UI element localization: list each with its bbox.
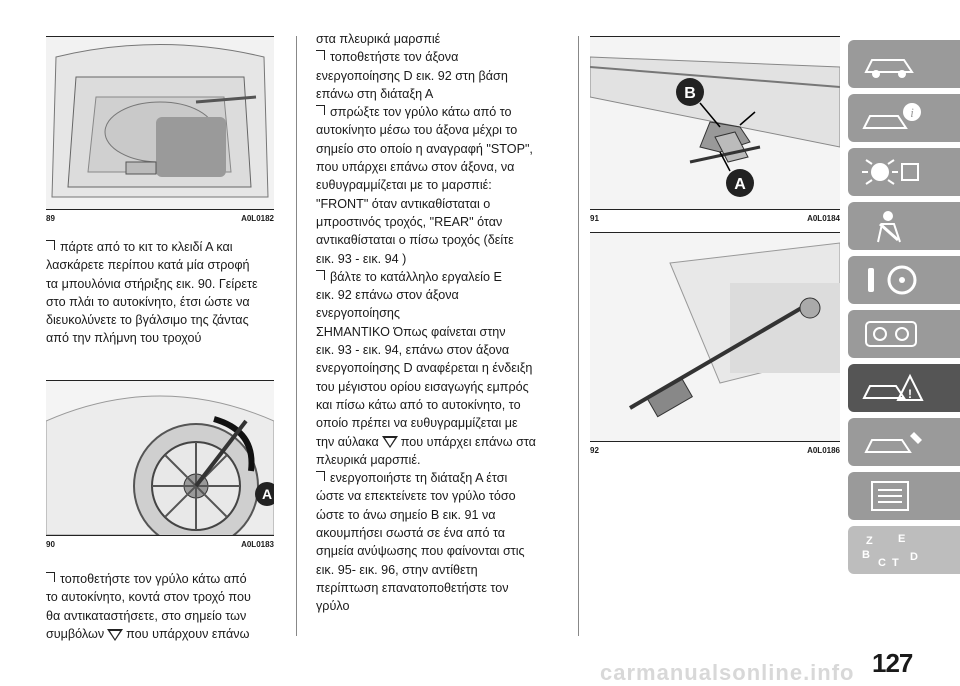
alphabetical-index-icon xyxy=(858,532,928,568)
figure-91-jack xyxy=(590,36,840,210)
jack-rod-illustration xyxy=(590,233,840,441)
svg-text:Z: Z xyxy=(866,535,873,547)
figure-92-caption xyxy=(590,446,840,455)
svg-text:!: ! xyxy=(908,387,912,401)
figure-number: 91 xyxy=(590,214,599,223)
bullet-icon xyxy=(46,240,55,250)
figure-number: 92 xyxy=(590,446,599,455)
svg-text:T: T xyxy=(892,557,899,568)
svg-text:B: B xyxy=(862,549,870,561)
tab-index[interactable] xyxy=(848,526,960,574)
lights-icon xyxy=(858,154,928,190)
figure-number: 89 xyxy=(46,214,55,223)
seatbelt-icon xyxy=(858,208,928,244)
car-icon xyxy=(858,46,928,82)
svg-text:D: D xyxy=(910,551,918,563)
svg-text:E: E xyxy=(898,533,906,545)
figure-90-caption xyxy=(46,540,274,549)
tab-lights[interactable] xyxy=(848,148,960,196)
groove-symbol-icon xyxy=(382,436,398,448)
tab-car-info[interactable] xyxy=(848,94,960,142)
figure-code: A0L0186 xyxy=(807,446,840,455)
svg-text:i: i xyxy=(910,105,914,120)
tab-emergency[interactable] xyxy=(848,364,960,412)
jack-illustration xyxy=(590,37,840,209)
figure-90-wheel xyxy=(46,380,274,536)
figure-89-trunk xyxy=(46,36,274,210)
column-divider xyxy=(296,36,297,636)
watermark-url: carmanualsonline.info xyxy=(600,660,855,685)
car-info-icon xyxy=(858,100,928,136)
col1-paragraph-2: τοποθετήστε τον γρύλο κάτω από το αυτοκίνητο, κοντά στον τροχό που θα αντικαταστήσετε, στο σημείο των συμβόλων που υπάρχουν επάνω xyxy=(46,572,251,641)
tab-safety[interactable] xyxy=(848,202,960,250)
page-number: 127 xyxy=(872,648,913,678)
figure-91-label-b: B xyxy=(684,85,696,102)
figure-number: 90 xyxy=(46,540,55,549)
figure-90-label-a: A xyxy=(261,486,273,502)
bullet-icon xyxy=(46,572,55,582)
dashboard-icon xyxy=(858,316,928,352)
tab-car-overview[interactable] xyxy=(848,40,960,88)
svg-text:C: C xyxy=(878,557,886,568)
figure-89-caption xyxy=(46,214,274,223)
car-maintenance-icon xyxy=(858,424,928,460)
figure-code: A0L0184 xyxy=(807,214,840,223)
trunk-illustration xyxy=(46,37,274,209)
tab-starting-driving[interactable] xyxy=(848,256,960,304)
figure-91-caption xyxy=(590,214,840,223)
tab-technical-data[interactable] xyxy=(848,472,960,520)
figure-92-jack-rod xyxy=(590,232,840,442)
emergency-warning-icon xyxy=(858,370,928,406)
figure-91-label-a: A xyxy=(734,176,746,193)
bullet-icon xyxy=(316,50,325,60)
figure-code: A0L0182 xyxy=(241,214,274,223)
wheel-illustration xyxy=(46,381,274,535)
col2-text: στα πλευρικά μαρσπιέ τοποθετήστε τον άξονα ενεργοποίησης D εικ. 92 στη βάση επάνω στη διάταξη Α σπρώξτε τον γρύλο κάτω από το αυτοκίνητο μέσω του άξονα μέχρι το σημείο στο οποίο η αναγραφή "STOP", που υπάρχει επάνω στον άξονα, να ευθυγραμμίζεται με το μαρσπιέ: "FRONT" όταν αντικαθίσταται ο μπροστινός τροχός, "REAR" όταν αντικαθίσταται ο πίσω τροχός (δείτε εικ. 93 - εικ. 94 ) βάλτε το κατάλληλο εργαλείο Ε εικ. 92 επάνω στον άξονα ενεργοποίησης ΣΗΜΑΝΤΙΚΟ Όπως φαίνεται στην εικ. 93 - εικ. 94, επάνω στον άξονα ενεργοποίησης D αναφέρεται η ένδειξη του μέγιστου ορίου εισαγωγής εμπρός και πίσω κάτω από το αυτοκίνητο, το οποίο πρέπει να ευθυγραμμίζεται με την αύλακα που υπάρχει επάνω στα πλευρικά μαρσπιέ. ενεργοποιήστε τη διάταξη Α έτσι ώστε να επεκτείνετε τον γρύλο τόσο ώστε το άνω σημείο Β εικ. 91 να ακουμπήσει σωστά σε ένα από τα σημεία ανύψωσης που φαίνονται στις εικ. 95- εικ. 96, στην αντίθετη περίπτωση επανατοποθετήστε τον γρύλο xyxy=(316,32,536,614)
tab-maintenance[interactable] xyxy=(848,418,960,466)
col1-paragraph-1: πάρτε από το κιτ το κλειδί Α και λασκάρετε περίπου κατά μία στροφή τα μπουλόνια στήριξης εικ. 90. Γείρετε στο πλάι το αυτοκίνητο, έτσι ώστε να διευκολύνετε το βγάλσιμο της ζάντας από την πλήμνη του τροχού xyxy=(46,240,258,346)
groove-symbol-icon xyxy=(107,629,123,641)
tab-dashboard-warnings[interactable] xyxy=(848,310,960,358)
bullet-icon xyxy=(316,105,325,115)
figure-code: A0L0183 xyxy=(241,540,274,549)
steering-wheel-icon xyxy=(858,262,928,298)
bullet-icon xyxy=(316,471,325,481)
bullet-icon xyxy=(316,270,325,280)
technical-data-icon xyxy=(858,478,928,514)
column-divider xyxy=(578,36,579,636)
